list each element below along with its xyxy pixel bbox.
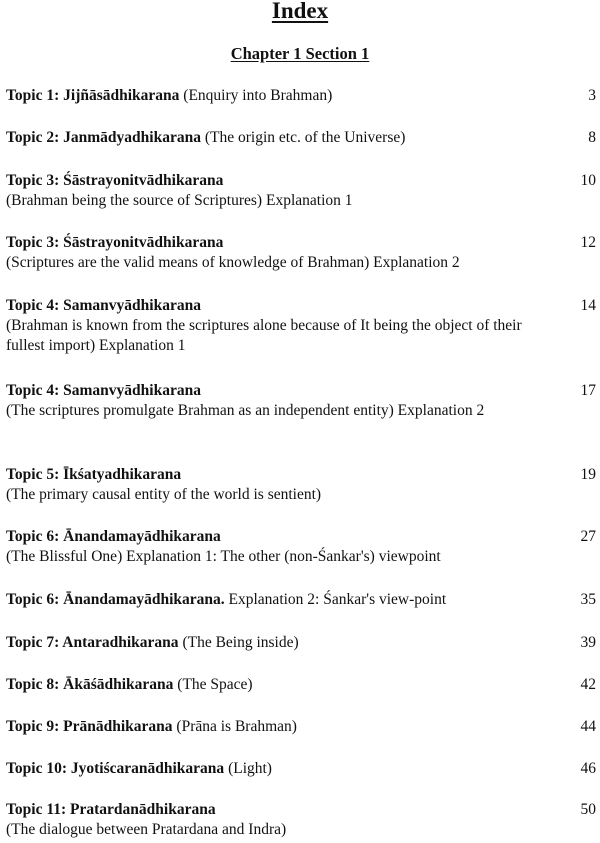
entry-topic: Topic 3: Śāstrayonitvādhikarana — [6, 234, 224, 251]
entry-heading-line — [6, 171, 596, 191]
chapter-heading: Chapter 1 Section 1 — [230, 44, 370, 63]
entry-topic: Topic 11: Pratardanādhikarana — [6, 801, 216, 818]
entry-heading-line — [6, 527, 596, 547]
entry-inline-description: (Light) — [224, 760, 272, 777]
entry-page-number: 3 — [588, 87, 596, 104]
entry-heading-line — [6, 296, 596, 316]
entry-description: (The scriptures promulgate Brahman as an independent entity) Explanation 2 — [6, 402, 485, 419]
entry-heading-line — [6, 465, 596, 485]
entry-topic: Topic 4: Samanvyādhikarana — [6, 382, 201, 399]
entry-description: (The primary causal entity of the world is sentient) — [6, 486, 322, 503]
entry-description: (Brahman being the source of Scriptures) Explanation 1 — [6, 192, 353, 209]
index-entry — [6, 465, 596, 505]
entry-page-number: 17 — [580, 382, 596, 399]
index-entry — [6, 171, 596, 211]
entry-inline-description: (The Being inside) — [178, 634, 299, 651]
entry-topic: Topic 1: Jijñāsādhikarana — [6, 87, 180, 104]
entry-page-number: 46 — [580, 760, 596, 777]
entry-topic: Topic 7: Antaradhikarana — [6, 634, 179, 651]
entry-description: (Scriptures are the valid means of knowledge of Brahman) Explanation 2 — [6, 254, 460, 271]
entry-heading-line — [6, 800, 596, 820]
entry-page-number: 12 — [580, 234, 596, 251]
entry-topic: Topic 8: Ākāśādhikarana — [6, 676, 174, 693]
index-entry — [6, 128, 596, 148]
entry-page-number: 50 — [580, 801, 596, 818]
index-entry — [6, 633, 596, 653]
entry-page-number: 8 — [588, 129, 596, 146]
entry-topic: Topic 4: Samanvyādhikarana — [6, 297, 201, 314]
entry-heading-line — [6, 233, 596, 253]
entry-description: (Brahman is known from the scriptures alone because of It being the object of their fullest import) Explanation 1 — [6, 317, 522, 354]
entry-heading-line — [6, 590, 596, 610]
entry-page-number: 44 — [580, 718, 596, 735]
page-title: Index — [271, 0, 329, 23]
entry-topic: Topic 3: Śāstrayonitvādhikarana — [6, 172, 224, 189]
entry-inline-description: (Prāna is Brahman) — [172, 718, 297, 735]
entry-inline-description: Explanation 2: Śankar's view-point — [224, 591, 447, 608]
entry-topic: Topic 6: Ānandamayādhikarana — [6, 528, 221, 545]
entry-topic: Topic 6: Ānandamayādhikarana. — [6, 591, 225, 608]
entry-heading-line — [6, 759, 596, 779]
entry-description: (The dialogue between Pratardana and Indra) — [6, 821, 287, 838]
entry-inline-description: (Enquiry into Brahman) — [179, 87, 333, 104]
entry-topic: Topic 10: Jyotiścaranādhikarana — [6, 760, 225, 777]
entry-heading-line — [6, 128, 596, 148]
entry-inline-description: (The origin etc. of the Universe) — [200, 129, 406, 146]
index-entry — [6, 233, 596, 273]
entry-description: (The Blissful One) Explanation 1: The other (non-Śankar's) viewpoint — [6, 548, 441, 565]
entry-page-number: 14 — [580, 297, 596, 314]
index-entry — [6, 759, 596, 779]
entry-topic: Topic 5: Īkśatyadhikarana — [6, 466, 182, 483]
entry-heading-line — [6, 381, 596, 401]
entry-heading-line — [6, 717, 596, 737]
index-entry — [6, 86, 596, 106]
index-entry — [6, 296, 596, 356]
entry-heading-line — [6, 675, 596, 695]
entry-page-number: 19 — [580, 466, 596, 483]
index-entry — [6, 800, 596, 840]
index-entry — [6, 675, 596, 695]
index-entry — [6, 717, 596, 737]
entry-page-number: 42 — [580, 676, 596, 693]
entry-page-number: 35 — [580, 591, 596, 608]
entry-page-number: 10 — [580, 172, 596, 189]
index-entry — [6, 381, 596, 421]
entry-topic: Topic 9: Prānādhikarana — [6, 718, 173, 735]
entry-heading-line — [6, 633, 596, 653]
entry-inline-description: (The Space) — [173, 676, 253, 693]
entry-heading-line — [6, 86, 596, 106]
entry-topic: Topic 2: Janmādyadhikarana — [6, 129, 201, 146]
entry-page-number: 39 — [580, 634, 596, 651]
index-entry — [6, 590, 596, 610]
entry-page-number: 27 — [580, 528, 596, 545]
index-entry — [6, 527, 596, 567]
